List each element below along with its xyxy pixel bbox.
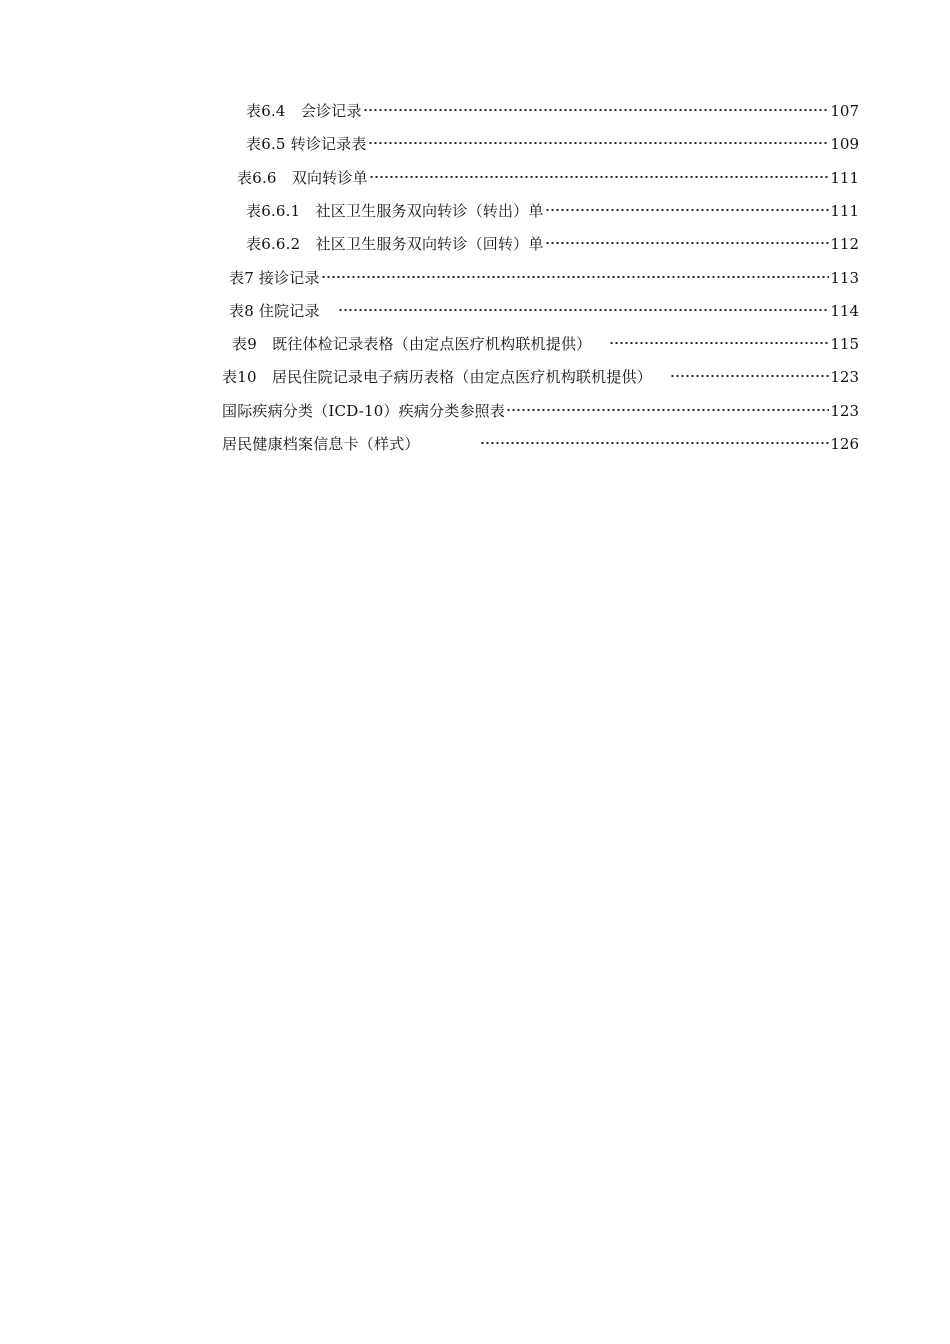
toc-entry-page: 126 <box>830 435 859 453</box>
toc-entry-label: 国际疾病分类（ICD-10）疾病分类参照表 <box>222 402 506 420</box>
dot-leader <box>506 408 829 412</box>
toc-entry[interactable] <box>222 433 859 455</box>
toc-entry-page: 115 <box>830 335 859 353</box>
dot-leader <box>363 108 830 112</box>
toc-entry-label: 表6.6.1 社区卫生服务双向转诊（转出）单 <box>246 202 544 220</box>
toc-entry-label: 表6.6.2 社区卫生服务双向转诊（回转）单 <box>246 235 544 253</box>
toc-entry[interactable] <box>232 333 859 355</box>
toc-entry-label: 表10 居民住院记录电子病历表格（由定点医疗机构联机提供） <box>222 368 652 386</box>
table-of-contents <box>0 0 950 470</box>
toc-entry[interactable] <box>246 133 859 155</box>
dot-leader <box>609 341 829 345</box>
toc-entry-page: 123 <box>830 402 859 420</box>
dot-leader <box>545 208 830 212</box>
toc-entry-label: 表6.4 会诊记录 <box>246 102 362 120</box>
toc-entry[interactable] <box>246 200 859 222</box>
toc-entry-label: 表6.5 转诊记录表 <box>246 135 367 153</box>
toc-entry-label: 表8 住院记录 <box>229 302 320 320</box>
toc-entry-label: 表7 接诊记录 <box>229 269 320 287</box>
toc-entry[interactable] <box>229 300 859 322</box>
dot-leader <box>368 141 830 145</box>
toc-entry[interactable] <box>246 233 859 255</box>
toc-entry[interactable] <box>246 100 859 122</box>
toc-entry-page: 114 <box>830 302 859 320</box>
dot-leader <box>369 175 830 179</box>
dot-leader <box>545 241 830 245</box>
toc-entry-label: 居民健康档案信息卡（样式） <box>222 435 420 453</box>
dot-leader <box>670 374 829 378</box>
toc-entry[interactable] <box>222 366 859 388</box>
toc-entry[interactable] <box>229 267 859 289</box>
toc-entry[interactable] <box>237 167 859 189</box>
dot-leader <box>338 308 830 312</box>
toc-entry[interactable] <box>222 400 859 422</box>
toc-entry-label: 表6.6 双向转诊单 <box>237 169 368 187</box>
toc-entry-page: 111 <box>830 169 859 187</box>
toc-entry-page: 113 <box>830 269 859 287</box>
dot-leader <box>321 275 830 279</box>
toc-entry-page: 112 <box>830 235 859 253</box>
dot-leader <box>480 441 830 445</box>
toc-entry-page: 107 <box>830 102 859 120</box>
toc-entry-page: 111 <box>830 202 859 220</box>
toc-entry-page: 123 <box>830 368 859 386</box>
toc-entry-label: 表9 既往体检记录表格（由定点医疗机构联机提供） <box>232 335 592 353</box>
toc-entry-page: 109 <box>830 135 859 153</box>
